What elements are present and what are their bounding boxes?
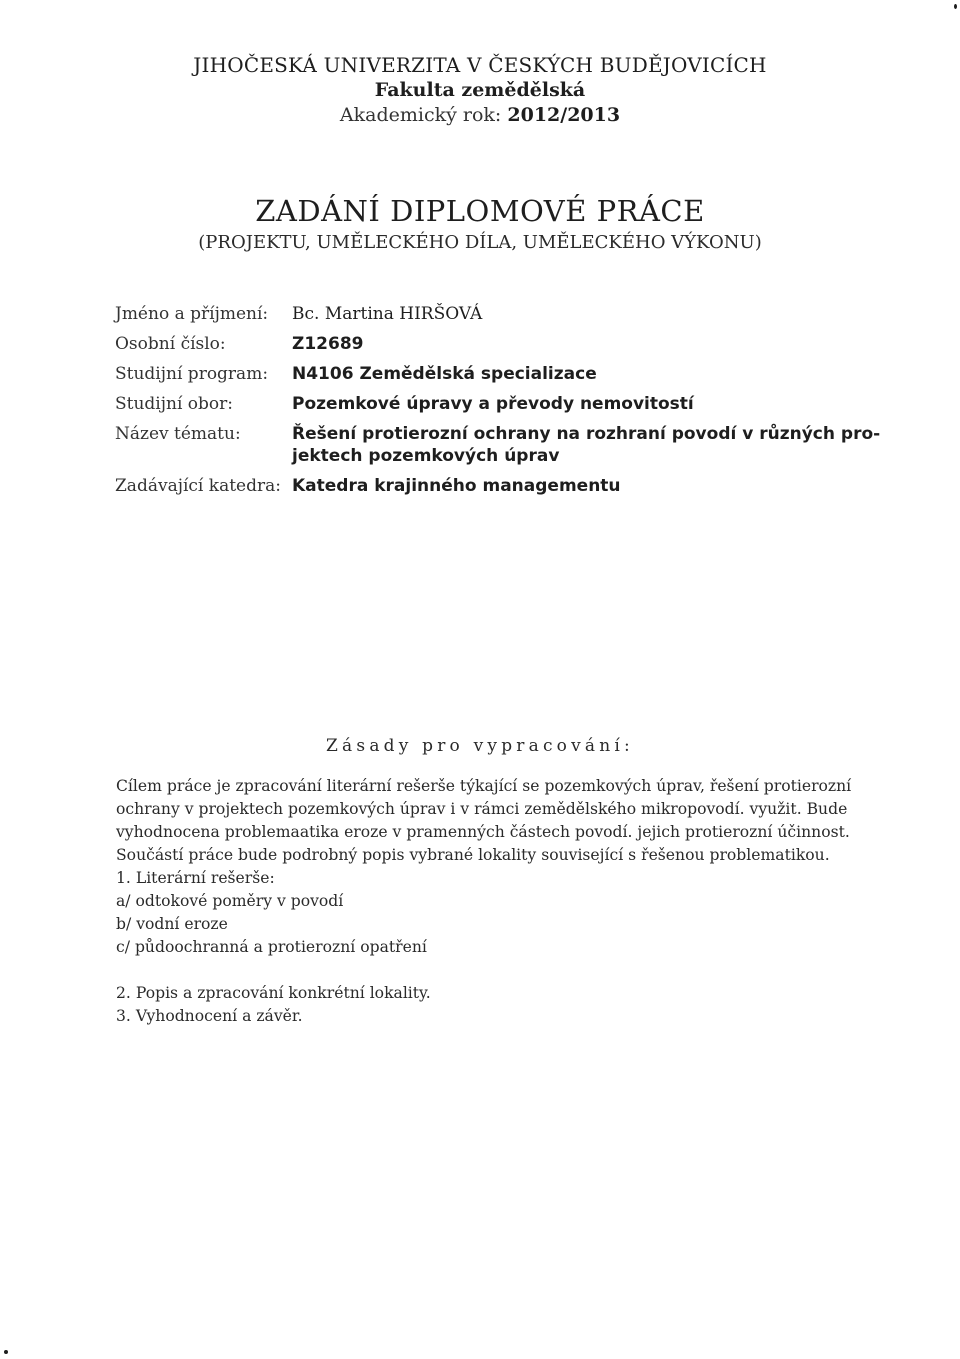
field-label: Název tématu: (115, 424, 241, 444)
academic-year-label: Akademický rok: (339, 104, 502, 126)
principles-line: Součástí práce bude podrobný popis vybrané lokality související s řešenou problematikou. (116, 846, 830, 864)
field-row-name (115, 303, 895, 333)
field-value-study-program: N4106 Zemědělská specializace (292, 364, 597, 384)
principles-line: vyhodnocena problemaatika eroze v pramenných částech povodí. jejich protierozní účinnost. (116, 823, 850, 841)
principles-line: Cílem práce je zpracování literární rešerše týkající se pozemkových úprav, řešení protierozní (116, 777, 852, 795)
field-value-topic (292, 423, 895, 467)
principles-line: c/ půdoochranná a protierozní opatření (116, 938, 427, 956)
scan-speck-bottom-left (4, 1350, 8, 1354)
topic-line-2: jektech pozemkových úprav (292, 446, 560, 466)
field-label: Studijní program: (115, 364, 269, 384)
field-row-study-program (115, 363, 895, 393)
field-label: Studijní obor: (115, 394, 234, 414)
field-label: Jméno a příjmení: (115, 304, 269, 324)
university-name: JIHOČESKÁ UNIVERZITA V ČESKÝCH BUDĚJOVICÍCH (193, 53, 767, 77)
principles-line: a/ odtokové poměry v povodí (116, 892, 344, 910)
principles-line: b/ vodní eroze (116, 915, 228, 933)
principles-body (116, 775, 901, 1028)
academic-year (0, 102, 960, 128)
principles-spacer (116, 959, 901, 982)
field-row-topic (115, 423, 895, 475)
principles-line: 1. Literární rešerše: (116, 869, 275, 887)
document-title: ZADÁNÍ DIPLOMOVÉ PRÁCE (255, 194, 705, 228)
principles-line: 3. Vyhodnocení a závěr. (116, 1007, 303, 1025)
field-value-personal-number: Z12689 (292, 334, 364, 354)
faculty-name: Fakulta zemědělská (374, 79, 586, 101)
field-row-department (115, 475, 895, 505)
principles-line: ochrany v projektech pozemkových úprav i v rámci zemědělského mikropovodí. využit. Bude (116, 800, 848, 818)
field-value-department: Katedra krajinného managementu (292, 476, 621, 496)
field-value-name: Bc. Martina HIRŠOVÁ (292, 304, 483, 324)
scan-speck-top-right (954, 4, 957, 9)
topic-line-1: Řešení protierozní ochrany na rozhraní povodí v různých pro- (292, 424, 881, 444)
field-value-study-field: Pozemkové úpravy a převody nemovitostí (292, 394, 694, 414)
student-info (115, 303, 895, 505)
document-header (0, 52, 960, 128)
field-row-personal-number (115, 333, 895, 363)
field-row-study-field (115, 393, 895, 423)
field-label: Zadávající katedra: (115, 476, 281, 496)
principles-line: 2. Popis a zpracování konkrétní lokality. (116, 984, 431, 1002)
principles-heading: Zásady pro vypracování: (326, 736, 634, 756)
document-subtitle: (PROJEKTU, UMĚLECKÉHO DÍLA, UMĚLECKÉHO VÝKONU) (198, 232, 762, 253)
academic-year-value: 2012/2013 (507, 104, 621, 126)
field-label: Osobní číslo: (115, 334, 226, 354)
